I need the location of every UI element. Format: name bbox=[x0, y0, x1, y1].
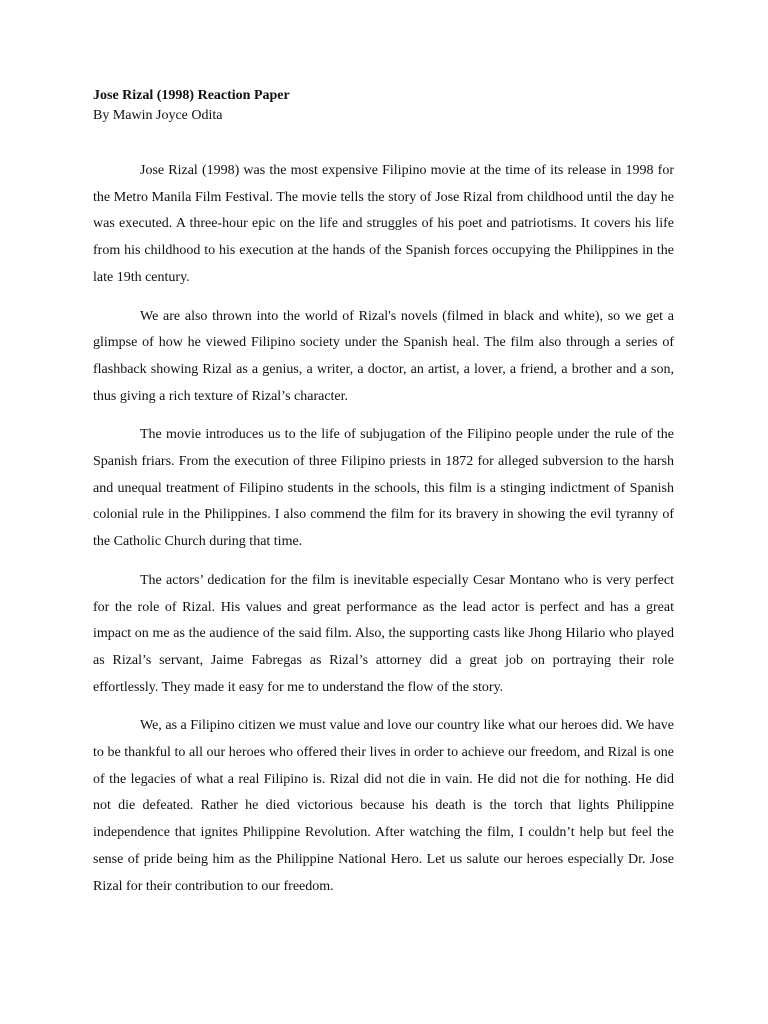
paragraph-1: Jose Rizal (1998) was the most expensive Filipino movie at the time of its release in 1998 for the Metro Manila Film Festival. The movie tells the story of Jose Rizal from childhood until the day he was executed. A three-hour epic on the life and struggles of his poet and patriotisms. It covers his life from his childhood to his execution at the hands of the Spanish forces occupying the Philippines in the late 19th century. bbox=[93, 163, 674, 285]
paragraph-3: The movie introduces us to the life of subjugation of the Filipino people under the rule of the Spanish friars. From the execution of three Filipino priests in 1872 for alleged subversion to the harsh and unequal treatment of Filipino students in the schools, this film is a stinging indictment of Spanish colonial rule in the Philippines. I also commend the film for its bravery in showing the evil tyranny of the Catholic Church during that time. bbox=[93, 427, 674, 550]
paragraph-4: The actors’ dedication for the film is inevitable especially Cesar Montano who is very perfect for the role of Rizal. His values and great performance as the lead actor is perfect and has a great impact on me as the audience of the said film. Also, the supporting casts like Jhong Hilario who played as Rizal’s servant, Jaime Fabregas as Rizal’s attorney did a great job on portraying their role effortlessly. They made it easy for me to understand the flow of the story. bbox=[93, 572, 674, 695]
paragraph-2: We are also thrown into the world of Rizal's novels (filmed in black and white), so we get a glimpse of how he viewed Filipino society under the Spanish heal. The film also through a series of flashback showing Rizal as a genius, a writer, a doctor, an artist, a lover, a friend, a brother and a son, thus giving a rich texture of Rizal’s character. bbox=[93, 308, 674, 404]
document-byline: By Mawin Joyce Odita bbox=[93, 108, 223, 123]
paragraph-5: We, as a Filipino citizen we must value and love our country like what our heroes did. We have to be thankful to all our heroes who offered their lives in order to achieve our freedom, and Rizal is one of the legacies of what a real Filipino is. Rizal did not die in vain. He did not die for nothing. He did not die defeated. Rather he died victorious because his death is the torch that lights Philippine independence that ignites Philippine Revolution. After watching the film, I couldn’t help but feel the sense of pride being him as the Philippine National Hero. Let us salute our heroes especially Dr. Jose Rizal for their contribution to our freedom. bbox=[93, 718, 674, 894]
document-body bbox=[93, 158, 674, 900]
document-title: Jose Rizal (1998) Reaction Paper bbox=[93, 88, 290, 103]
